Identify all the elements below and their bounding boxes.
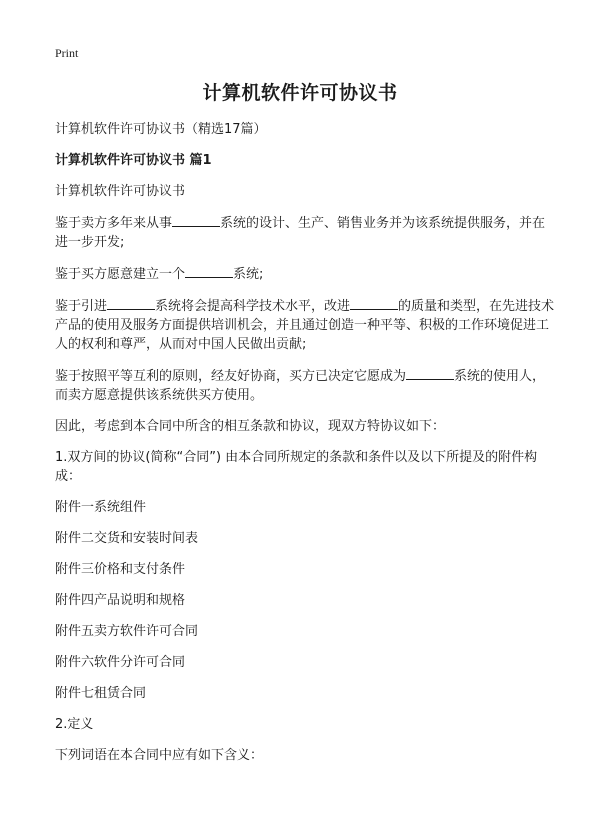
paragraph-5: 因此，考虑到本合同中所含的相互条款和协议，现双方特协议如下：: [55, 419, 446, 434]
print-label: Print: [55, 46, 79, 60]
section-heading: 计算机软件许可协议书 篇1: [55, 153, 212, 168]
paragraph-3: [55, 296, 555, 354]
paragraph-4-text-b: 系统的使用人，而卖方愿意提供该系统供买方使用。: [55, 369, 546, 403]
paragraph-4-text-a: 鉴于按照平等互利的原则，经友好协商，买方已决定它愿成为: [55, 369, 407, 384]
paragraph-1-text-a: 鉴于卖方多年来从事: [55, 216, 173, 231]
fill-blank: [185, 264, 233, 278]
attachment-item: 附件五卖方软件许可合同: [55, 624, 199, 639]
definitions-intro: 下列词语在本合同中应有如下含义：: [55, 748, 264, 763]
attachment-item: 附件六软件分许可合同: [55, 655, 186, 670]
document-body: [55, 120, 555, 777]
fill-blank: [172, 213, 220, 227]
paragraph-2-text-a: 鉴于买方愿意建立一个: [55, 267, 186, 282]
clause-1: 1.双方间的协议(简称“合同”) 由本合同所规定的条款和条件以及以下所提及的附件构成：: [55, 450, 538, 484]
fill-blank: [350, 296, 398, 310]
paragraph-1: [55, 213, 555, 252]
paragraph-2: [55, 264, 555, 284]
paragraph-2-text-b: 系统;: [233, 267, 264, 282]
paragraph-3-text-b: 系统将会提高科学技术水平，改进: [155, 299, 351, 314]
clause-2: 2.定义: [55, 717, 94, 732]
document-subtitle: 计算机软件许可协议书（精选17篇）: [55, 122, 267, 137]
attachment-item: 附件三价格和支付条件: [55, 562, 186, 577]
paragraph-3-text-a: 鉴于引进: [55, 299, 108, 314]
fill-blank: [107, 296, 155, 310]
paragraph-4: [55, 366, 555, 405]
attachment-item: 附件七租赁合同: [55, 686, 147, 701]
intro-line: 计算机软件许可协议书: [55, 184, 186, 199]
paragraph-1-text-b: 系统的设计、生产、销售业务并为该系统提供服务，并在进一步开发;: [55, 216, 546, 250]
attachment-item: 附件一系统组件: [55, 500, 147, 515]
document-title: 计算机软件许可协议书: [202, 82, 398, 104]
fill-blank: [406, 366, 454, 380]
attachment-item: 附件四产品说明和规格: [55, 593, 186, 608]
attachment-item: 附件二交货和安装时间表: [55, 531, 199, 546]
paragraph-3-text-c: 的质量和类型，在先进技术产品的使用及服务方面提供培训机会，并且通过创造一种平等、积极的工作环境促进工人的权利和尊严，从而对中国人民做出贡献;: [55, 299, 555, 352]
